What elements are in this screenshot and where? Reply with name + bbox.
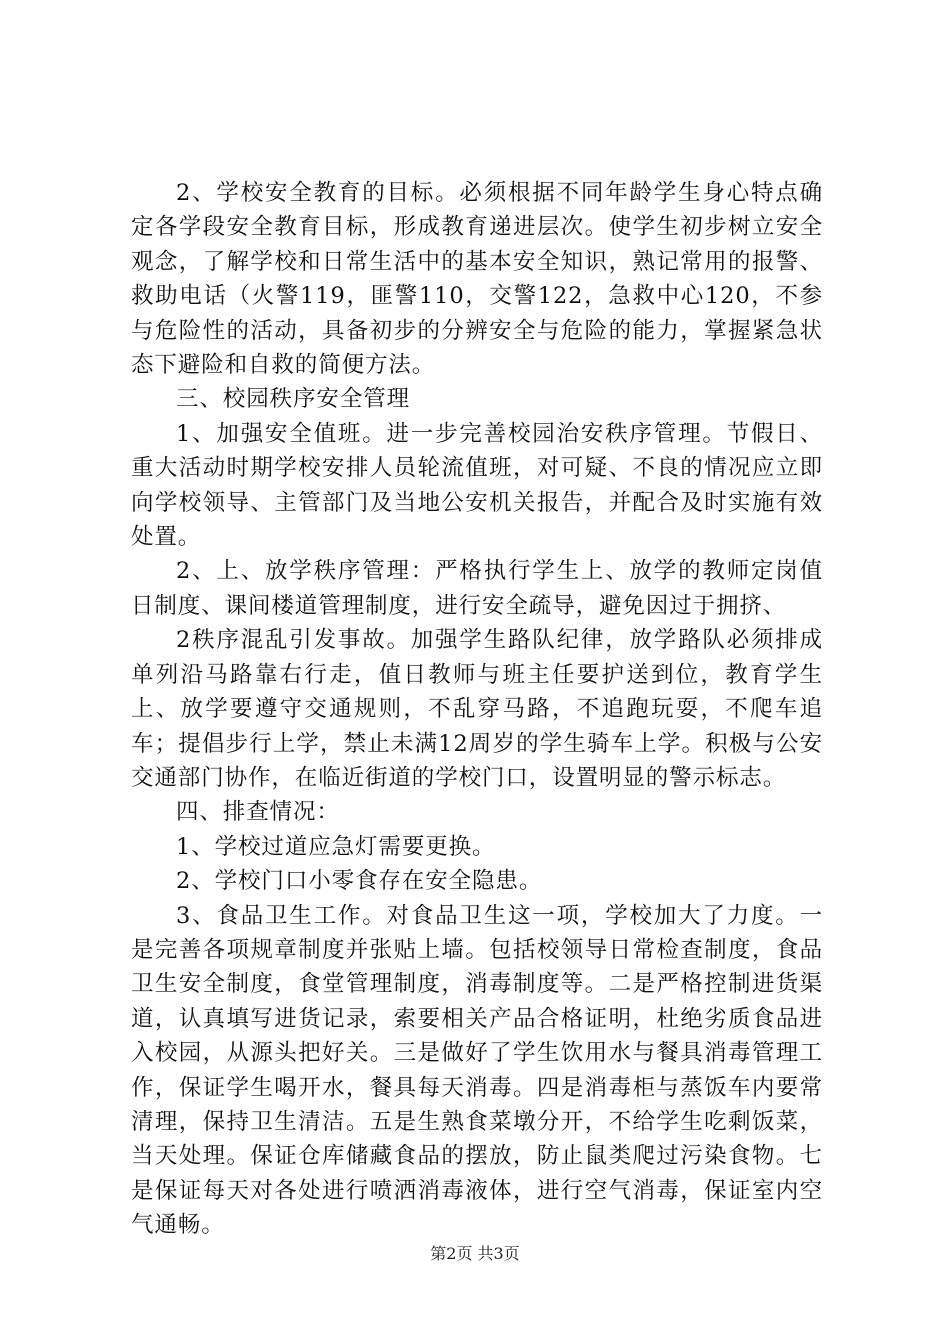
paragraph-snack-hazard: 2、学校门口小零食存在安全隐患。 xyxy=(176,868,543,895)
paragraph-emergency-light: 1、学校过道应急灯需要更换。 xyxy=(176,833,496,860)
paragraph-food-hygiene: 3、食品卫生工作。对食品卫生这一项，学校加大了力度。一是完善各项规章制度并张贴上墙。包括校领导日常检查制度，食品卫生安全制度，食堂管理制度，消毒制度等。二是严格控制进货渠道，认真填写进货记录，索要相关产品合格证明，杜绝劣质食品进入校园，从源头把好关。三是做好了学生饮用水与餐具消毒管理工作，保证学生喝开水，餐具每天消毒。四是消毒柜与蒸饭车内要常清理，保持卫生清洁。五是生熟食菜墩分开，不给学生吃剩饭菜，当天处理。保证仓库储藏食品的摆放，防止鼠类爬过污染食物。七是保证每天对各处进行喷洒消毒液体，进行空气消毒，保证室内空气通畅。 xyxy=(131,902,823,1239)
paragraph-road-team-discipline: 2秩序混乱引发事故。加强学生路队纪律，放学路队必须排成单列沿马路靠右行走，值日教师与班主任要护送到位，教育学生上、放学要遵守交通规则，不乱穿马路，不追跑玩耍，不爬车追车；提倡步行上学，禁止未满12周岁的学生骑车上学。积极与公安交通部门协作，在临近街道的学校门口，设置明显的警示标志。 xyxy=(131,627,823,791)
paragraph-school-commute-order: 2、上、放学秩序管理：严格执行学生上、放学的教师定岗值日制度、课间楼道管理制度，进行安全疏导，避免因过于拥挤、 xyxy=(131,558,823,619)
section-heading-campus-order: 三、校园秩序安全管理 xyxy=(176,386,411,413)
document-body xyxy=(131,176,823,1243)
page-number-footer: 第2页 共3页 xyxy=(430,1244,520,1263)
section-heading-inspection: 四、排查情况： xyxy=(176,799,340,826)
paragraph-safety-education-goal: 2、学校安全教育的目标。必须根据不同年龄学生身心特点确定各学段安全教育目标，形成教育递进层次。使学生初步树立安全观念，了解学校和日常生活中的基本安全知识，熟记常用的报警、救助电话（火警119，匪警110，交警122，急救中心120，不参与危险性的活动，具备初步的分辨安全与危险的能力，掌握紧急状态下避险和自救的简便方法。 xyxy=(131,180,823,379)
paragraph-duty-shift: 1、加强安全值班。进一步完善校园治安秩序管理。节假日、重大活动时期学校安排人员轮流值班，对可疑、不良的情况应立即向学校领导、主管部门及当地公安机关报告，并配合及时实施有效处置。 xyxy=(131,420,823,551)
